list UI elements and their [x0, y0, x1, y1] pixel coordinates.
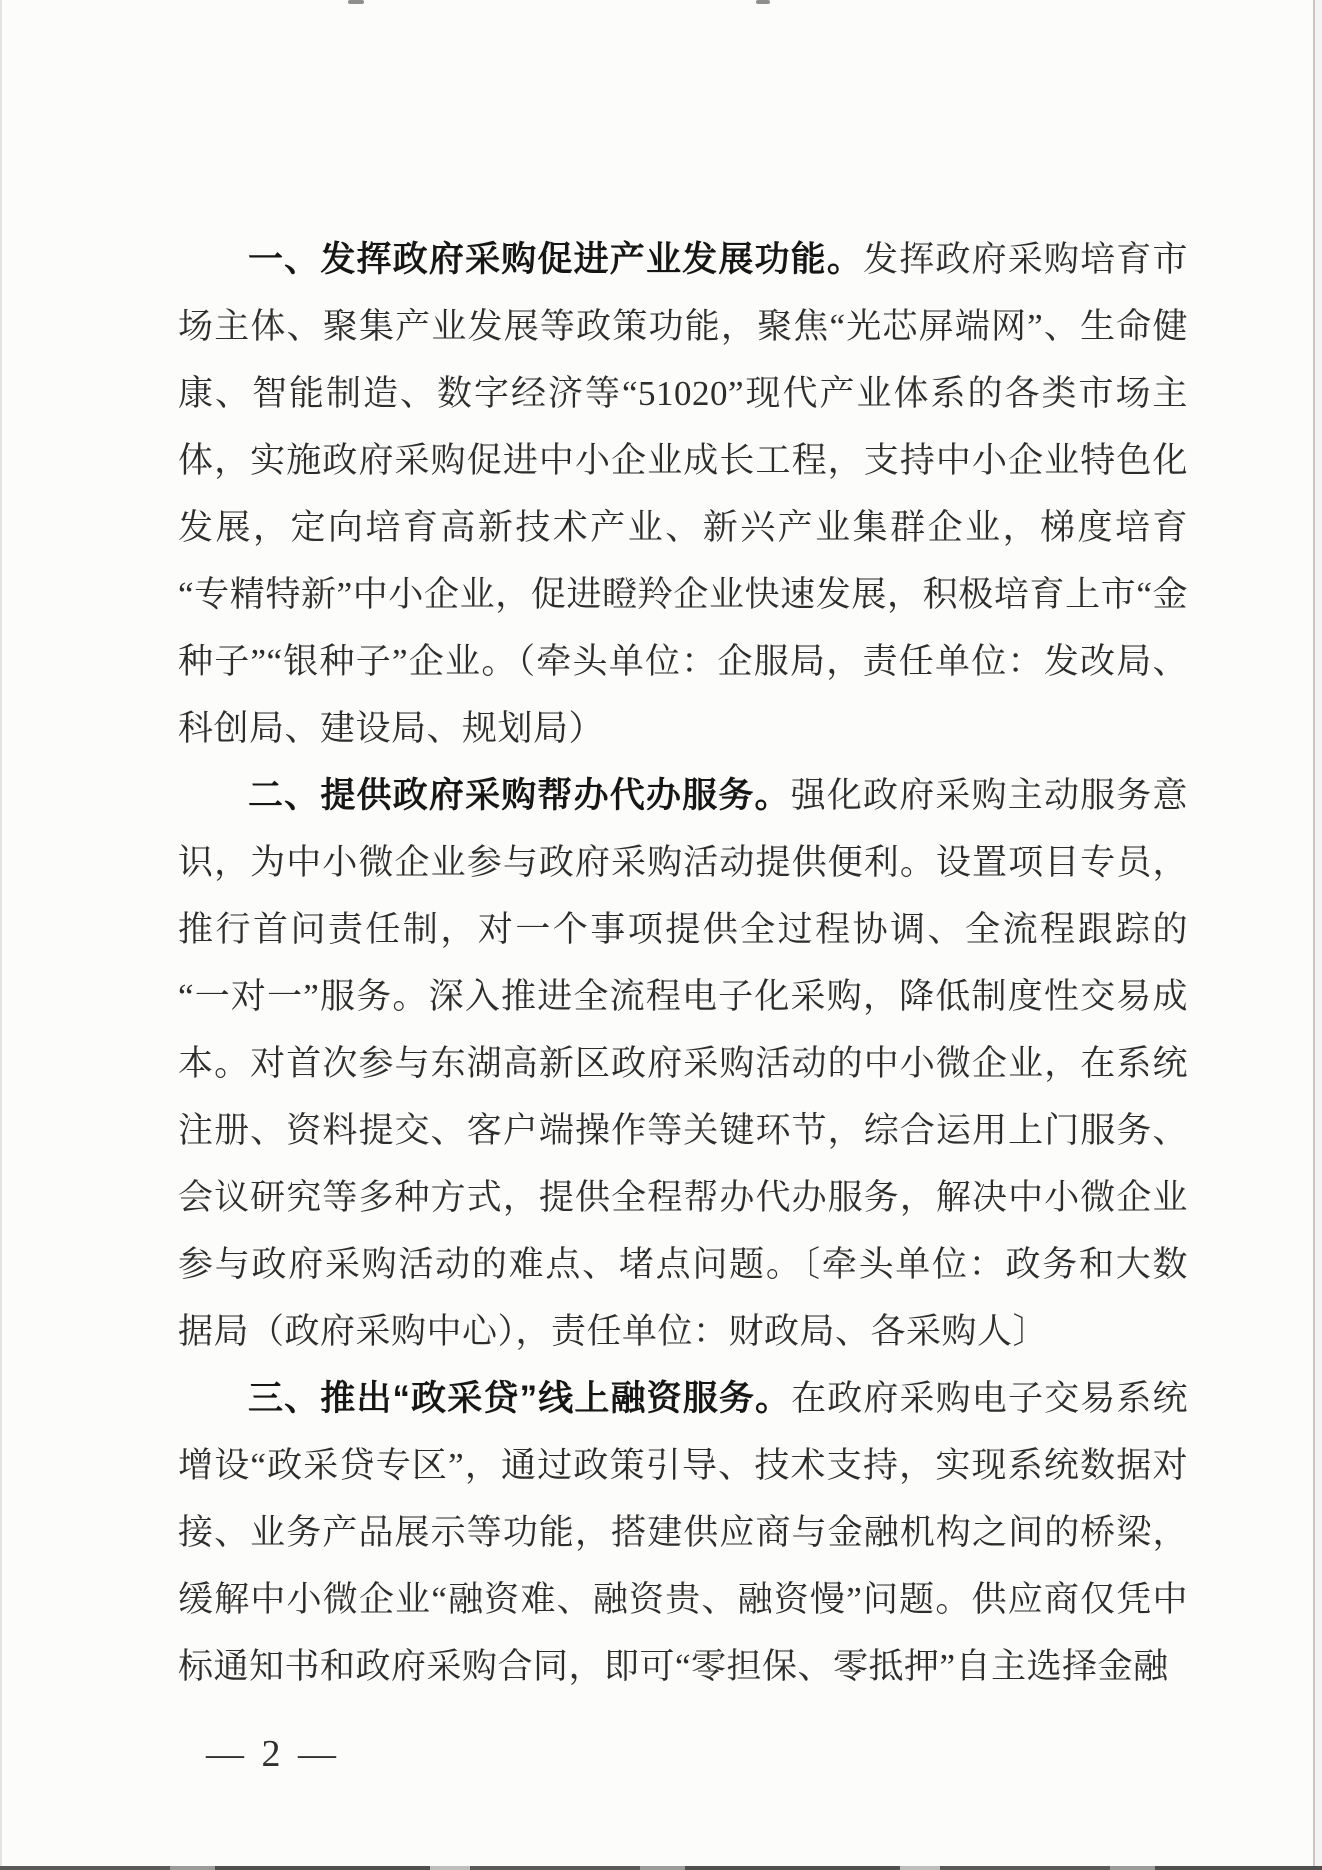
paragraph-section-2: [178, 762, 1188, 1365]
section-2-heading: 二、提供政府采购帮办代办服务。: [248, 776, 791, 815]
paragraph-section-3: [178, 1365, 1188, 1700]
scan-edge-strip: [1315, 0, 1322, 1870]
page-number: — 2 —: [206, 1733, 340, 1775]
section-1-text: 发挥政府采购培育市场主体、聚集产业发展等政策功能，聚焦“光芯屏端网”、生命健康、智能制造、数字经济等“51020”现代产业体系的各类市场主体，实施政府采购促进中小企业成长工程，支持中小企业特色化发展，定向培育高新技术产业、新兴产业集群企业，梯度培育“专精特新”中小企业，促进瞪羚企业快速发展，积极培育上市“金种子”“银种子”企业。（牵头单位：企服局，责任单位：发改局、科创局、建设局、规划局）: [178, 240, 1188, 748]
scan-edge-bottom-line: [0, 1866, 1322, 1870]
paragraph-section-1: [178, 226, 1188, 762]
scan-edge-right-line: [1313, 0, 1315, 1870]
document-body: [178, 226, 1188, 1700]
section-2-text: 强化政府采购主动服务意识，为中小微企业参与政府采购活动提供便利。设置项目专员，推行首问责任制，对一个事项提供全过程协调、全流程跟踪的“一对一”服务。深入推进全流程电子化采购，降低制度性交易成本。对首次参与东湖高新区政府采购活动的中小微企业，在系统注册、资料提交、客户端操作等关键环节，综合运用上门服务、会议研究等多种方式，提供全程帮办代办服务，解决中小微企业参与政府采购活动的难点、堵点问题。〔牵头单位：政务和大数据局（政府采购中心），责任单位：财政局、各采购人〕: [178, 776, 1188, 1351]
scan-edge-left-line: [0, 0, 2, 1870]
scan-artifact-tick: [756, 0, 770, 4]
section-1-heading: 一、发挥政府采购促进产业发展功能。: [248, 240, 864, 279]
section-3-text: 在政府采购电子交易系统增设“政采贷专区”，通过政策引导、技术支持，实现系统数据对接、业务产品展示等功能，搭建供应商与金融机构之间的桥梁，缓解中小微企业“融资难、融资贵、融资慢”问题。供应商仅凭中标通知书和政府采购合同，即可“零担保、零抵押”自主选择金融: [178, 1379, 1188, 1686]
section-3-heading: 三、推出“政采贷”线上融资服务。: [248, 1379, 792, 1418]
scan-artifact-tick: [348, 0, 364, 4]
